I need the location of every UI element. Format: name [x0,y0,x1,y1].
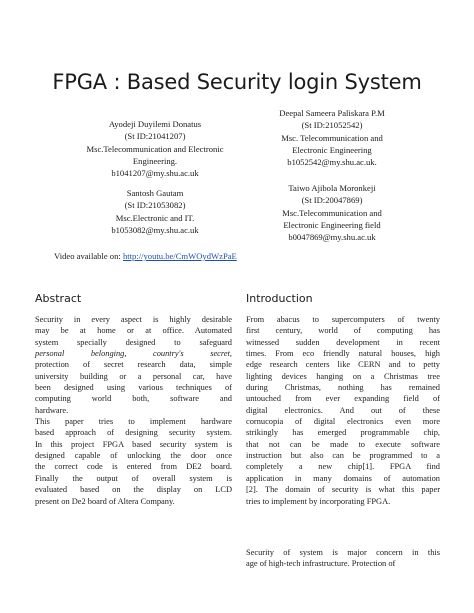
introduction-line: during Christmas, nothing has remained [246,383,440,393]
abstract-line: Security in every aspect is highly desirable [35,315,232,324]
author-4-id: (St ID:20047869) [301,195,363,206]
author-block-4 [252,182,412,243]
abstract-body [35,314,232,507]
abstract-line: computing world both, software and [35,394,232,404]
author-block-3 [70,187,240,236]
author-2-name: Deepal Sameera Paliskara P.M [279,108,385,118]
author-3-id: (St ID:21053082) [124,200,186,211]
introduction-line: application in many domains of automation [246,473,440,483]
abstract-line: Finally the output of overall system is [35,473,232,483]
video-label: Video available on: [54,251,121,261]
author-3-email: b1053082@my.shu.ac.uk [111,224,199,235]
abstract-line: This paper tries to implement hardware [35,417,232,427]
abstract-line: In this project FPGA based security system is [35,439,232,449]
introduction-line: From abacus to supercomputers of twenty [246,315,440,324]
abstract-line: hardware. [35,405,69,415]
abstract-line: personal belonging, country's secret, [35,349,232,359]
author-3-name: Santosh Gautam [126,188,184,198]
author-4-name: Taiwo Ajibola Moronkeji [288,183,376,193]
introduction-line: age of high-tech infrastructure. Protection of [246,559,396,569]
abstract-heading: Abstract [35,292,82,305]
author-2-id: (St ID:21052542) [301,120,363,131]
author-1-program: Msc.Telecommunication and Electronic [86,143,224,154]
video-link[interactable]: http://youtu.be/CmWOydWzPaE [122,251,237,261]
introduction-line: completely a new chip[1]. FPGA find [246,462,440,472]
author-1-email: b1041207@my.shu.ac.uk [111,168,199,179]
author-block-2 [252,107,412,168]
abstract-line: been designed using various techniques of [35,383,232,393]
video-line [54,251,237,261]
abstract-line: designed capable of unlocking the door once [35,451,232,461]
introduction-line: lighting devices hanging on a Christmas tree [246,371,440,381]
author-2-program: Msc. Telecommunication and [281,132,383,143]
abstract-line: may be at home or at office. Automated [35,326,232,336]
author-block-1 [70,118,240,179]
introduction-line: that not can be made to execute software [246,439,440,449]
introduction-line: tries to implement by incorporating FPGA. [246,496,391,506]
abstract-line: evaluated based on the display on LCD [35,485,232,495]
author-1-program-cont: Engineering. [132,155,178,166]
introduction-line: witnessed sudden development in recent [246,337,440,347]
author-2-program-cont: Electronic Engineering [292,144,372,155]
abstract-line: the correct code is entered from DE2 board. [35,462,232,472]
abstract-line: protection of secret research data, simple [35,360,232,370]
introduction-body-2 [246,547,440,570]
abstract-line: university building or a personal car, have [35,371,232,381]
introduction-line: instruction but also can be programmed to a [246,451,440,461]
introduction-body [246,314,440,507]
author-4-program-cont: Electronic Engineering field [283,219,381,230]
abstract-line: system specially designed to safeguard [35,337,232,347]
introduction-line: [2]. The domain of security is what this paper [246,485,440,495]
introduction-line: edge research centers like CERN and to petty [246,360,440,370]
author-1-name: Ayodeji Duyilemi Donatus [108,119,202,129]
introduction-line: Security of system is major concern in this [246,548,440,557]
abstract-line: present on De2 board of Altera Company. [35,496,175,506]
introduction-line: untouched from ever expanding field of [246,394,440,404]
introduction-line: times. From eco friendly natural houses, high [246,349,440,359]
introduction-line: first century, world of computing has [246,326,440,336]
author-1-id: (St ID:21041207) [124,131,186,142]
introduction-line: digital electronics. And out of these [246,405,440,415]
author-4-email: b0047869@my.shu.ac.uk [288,232,376,243]
introduction-line: cornucopia of digital electronics even more [246,417,440,427]
paper-title: FPGA : Based Security login System [52,70,422,94]
introduction-line: strikingly has emerged programmable chip, [246,428,440,438]
author-4-program: Msc.Telecommunication and [282,207,382,218]
author-2-email: b1052542@my.shu.ac.uk. [287,157,377,168]
author-3-program: Msc.Electronic and IT. [115,212,195,223]
abstract-line: based approach of designing security system. [35,428,232,438]
introduction-heading: Introduction [246,292,313,305]
